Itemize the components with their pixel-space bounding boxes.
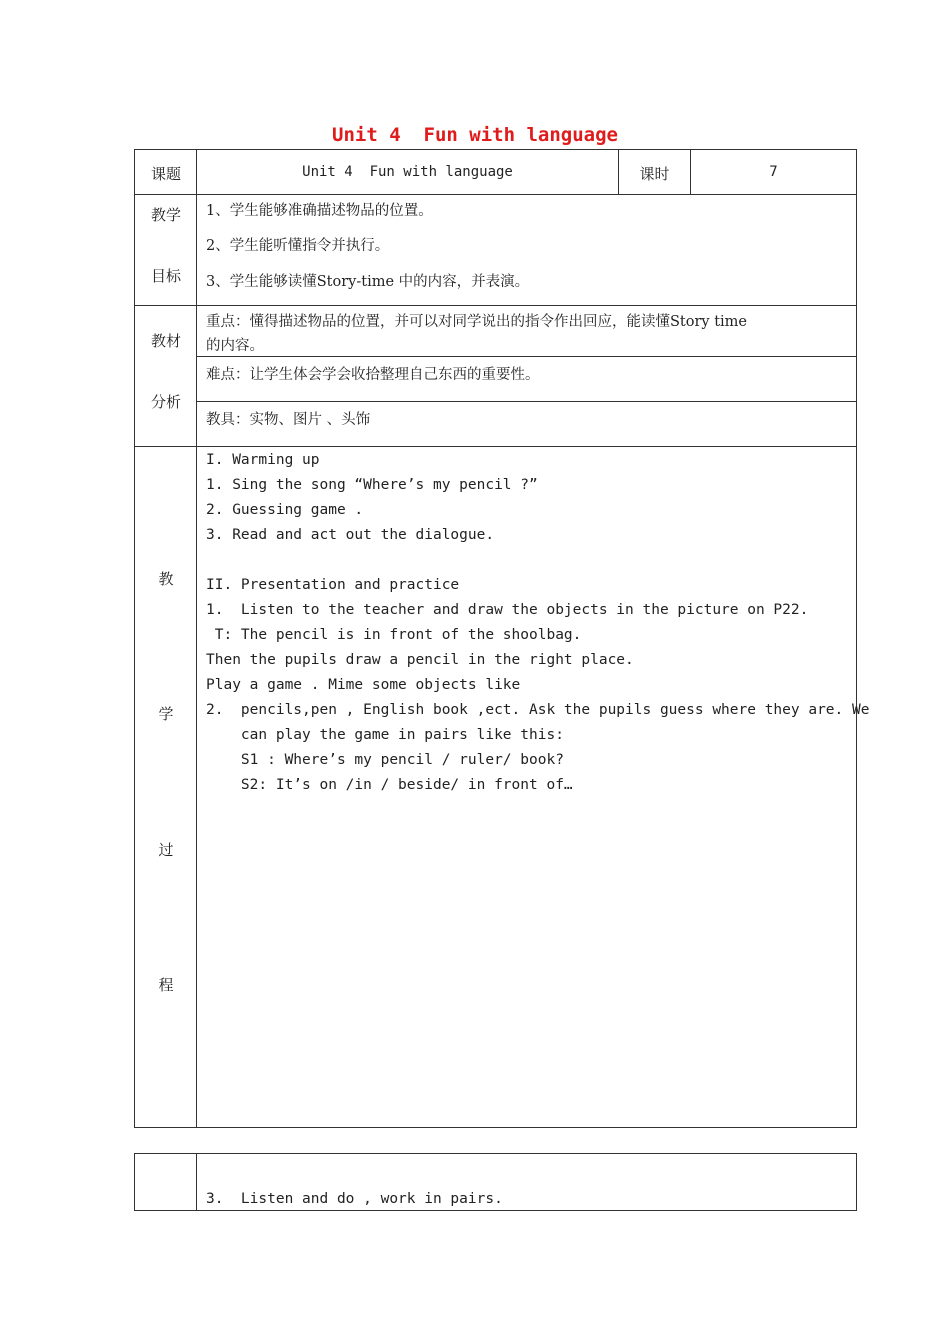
topic-value: Unit 4 Fun with language	[302, 164, 513, 180]
objective-item: 1、学生能够准确描述物品的位置。	[206, 203, 433, 219]
process-label-1: 教	[158, 570, 174, 588]
key-point-line-1: 重点：懂得描述物品的位置，并可以对同学说出的指令作出回应，能读懂Story time	[206, 314, 748, 330]
process-line: 3. Read and act out the dialogue.	[206, 527, 495, 543]
row-divider-difficulty	[196, 401, 857, 402]
process-line: can play the game in pairs like this:	[206, 727, 564, 743]
process-line: I. Warming up	[206, 452, 320, 468]
analysis-label-top: 教材	[150, 332, 181, 350]
objective-item: 2、学生能听懂指令并执行。	[206, 238, 390, 254]
process-line: 2. Guessing game .	[206, 502, 364, 518]
process-line: S2: It’s on /in / beside/ in front of…	[206, 777, 573, 793]
row-divider-objectives	[134, 305, 857, 306]
difficulty-text: 难点：让学生体会学会收拾整理自己东西的重要性。	[206, 367, 540, 383]
row-divider-analysis	[134, 446, 857, 447]
process-line: S1 : Where’s my pencil / ruler/ book?	[206, 752, 564, 768]
process-line: 1. Sing the song “Where’s my pencil ?”	[206, 477, 538, 493]
process-line: Play a game . Mime some objects like	[206, 677, 521, 693]
analysis-label-bottom: 分析	[150, 393, 181, 411]
row-divider-key-point	[196, 356, 857, 357]
process-label-2: 学	[158, 705, 174, 723]
continuation-line: 3. Listen and do , work in pairs.	[206, 1191, 503, 1207]
process-line: II. Presentation and practice	[206, 577, 460, 593]
teaching-aids-text: 教具：实物、图片 、头饰	[206, 412, 371, 428]
process-line: 2. pencils,pen , English book ,ect. Ask the pupils guess where they are. We	[206, 702, 870, 718]
row-divider-header	[134, 194, 857, 195]
key-point-line-2: 的内容。	[206, 338, 264, 354]
objective-item: 3、学生能够读懂Story-time 中的内容，并表演。	[206, 274, 530, 290]
process-line: Then the pupils draw a pencil in the right place.	[206, 652, 634, 668]
objectives-label-bottom: 目标	[150, 267, 181, 285]
topic-label: 课题	[150, 165, 181, 183]
process-line: T: The pencil is in front of the shoolbag.	[206, 627, 582, 643]
period-label: 课时	[639, 165, 670, 183]
continuation-divider	[196, 1153, 197, 1211]
objectives-label-top: 教学	[150, 206, 181, 224]
process-line: 1. Listen to the teacher and draw the objects in the picture on P22.	[206, 602, 809, 618]
document-title: Unit 4 Fun with language	[332, 124, 618, 146]
process-label-3: 过	[158, 841, 174, 859]
process-label-4: 程	[158, 976, 174, 994]
period-value: 7	[769, 164, 778, 180]
